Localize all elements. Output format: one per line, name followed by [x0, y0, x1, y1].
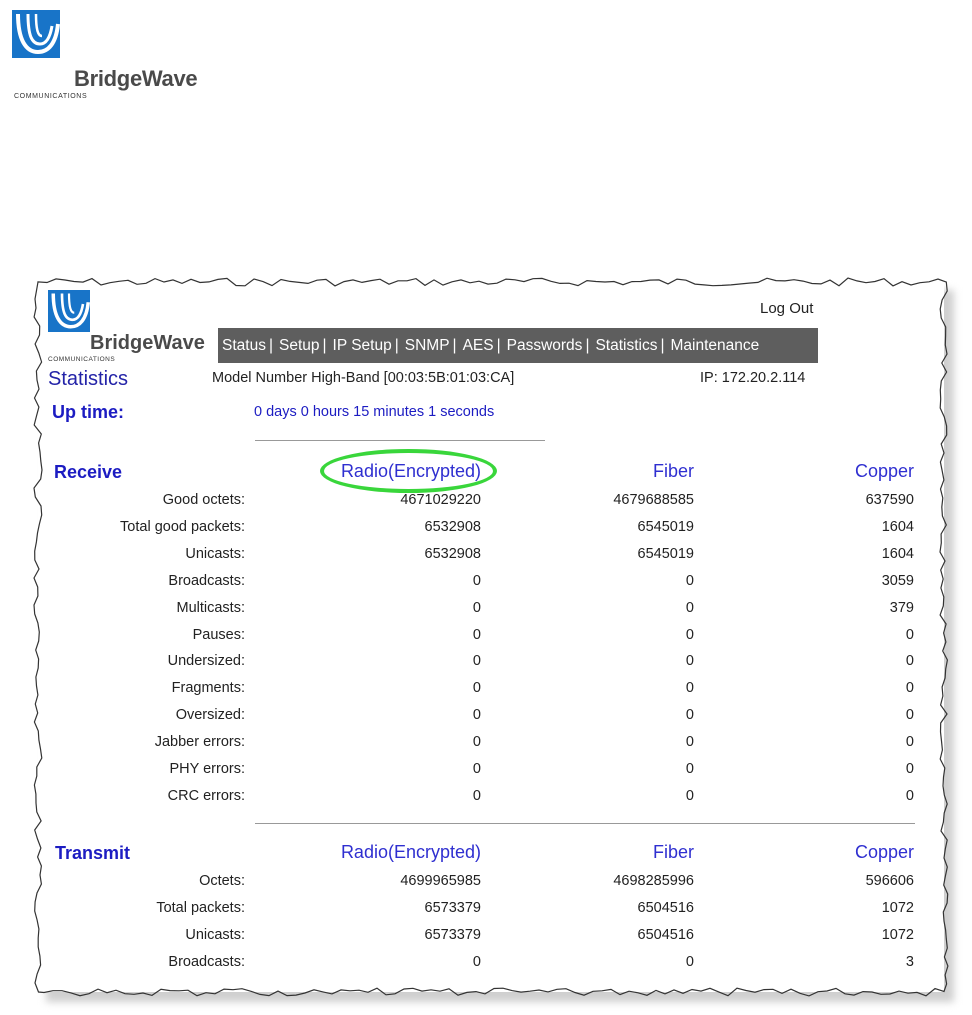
stat-value: 6504516 — [637, 927, 694, 943]
stat-value: 0 — [472, 600, 481, 616]
nav-item-status[interactable]: Status — [222, 336, 266, 354]
stat-label: Fragments: — [171, 680, 245, 696]
bridgewave-logo-icon — [12, 10, 60, 58]
stat-value: 0 — [685, 680, 694, 696]
stat-label: Unicasts: — [185, 546, 245, 562]
stat-value: 0 — [472, 761, 481, 777]
nav-separator: | — [322, 336, 327, 354]
stat-value: 3059 — [881, 573, 914, 589]
nav-separator: | — [496, 336, 501, 354]
transmit-col-fiber: Fiber — [652, 842, 694, 862]
receive-col-copper: Copper — [854, 461, 914, 481]
stat-value: 6532908 — [424, 546, 481, 562]
stat-label: Broadcasts: — [168, 573, 245, 589]
stat-value: 0 — [685, 734, 694, 750]
uptime-label: Up time: — [52, 402, 124, 422]
transmit-col-radio: Radio(Encrypted) — [340, 842, 481, 862]
brand-tagline: COMMUNICATIONS — [14, 93, 88, 100]
stat-value: 1072 — [881, 927, 914, 943]
stat-value: 0 — [905, 761, 914, 777]
stat-value: 0 — [905, 734, 914, 750]
nav-item-ip-setup[interactable]: IP Setup — [332, 336, 392, 354]
stat-label: Broadcasts: — [168, 954, 245, 970]
stat-value: 0 — [685, 653, 694, 669]
stat-value: 0 — [905, 627, 914, 643]
stat-label: Total good packets: — [120, 519, 245, 535]
transmit-col-copper: Copper — [854, 842, 914, 862]
inner-brand-tagline: COMMUNICATIONS — [48, 356, 116, 363]
stat-value: 596606 — [865, 873, 914, 889]
receive-heading: Receive — [54, 462, 123, 482]
stat-value: 0 — [472, 954, 481, 970]
stat-value: 4699965985 — [400, 873, 481, 889]
stat-label: Undersized: — [167, 653, 245, 669]
nav-separator: | — [452, 336, 457, 354]
stat-value: 1604 — [881, 519, 914, 535]
stat-value: 0 — [472, 653, 481, 669]
nav-item-statistics[interactable]: Statistics — [595, 336, 658, 354]
stat-label: Total packets: — [156, 900, 245, 916]
stat-label: PHY errors: — [169, 761, 245, 777]
brand-name: BridgeWave — [74, 66, 198, 91]
stat-value: 0 — [472, 680, 481, 696]
stat-value: 0 — [905, 653, 914, 669]
stat-value: 0 — [685, 627, 694, 643]
stat-value: 0 — [685, 707, 694, 723]
model-number: Model Number High-Band [00:03:5B:01:03:CA] — [212, 370, 515, 386]
divider — [255, 440, 545, 441]
stat-value: 0 — [685, 954, 694, 970]
stat-label: Jabber errors: — [154, 734, 245, 750]
receive-col-radio: Radio(Encrypted) — [340, 461, 481, 481]
stat-label: Octets: — [199, 873, 245, 889]
stat-label: Pauses: — [192, 627, 245, 643]
stat-value: 4679688585 — [613, 492, 694, 508]
stat-label: Unicasts: — [185, 927, 245, 943]
stat-value: 0 — [905, 788, 914, 804]
stat-value: 379 — [889, 600, 914, 616]
stat-value: 0 — [685, 788, 694, 804]
stat-value: 0 — [685, 761, 694, 777]
bridgewave-logo-icon — [48, 290, 90, 332]
nav-separator: | — [268, 336, 273, 354]
nav-item-snmp[interactable]: SNMP — [404, 336, 450, 354]
inner-brand-logo — [48, 290, 218, 364]
nav-item-aes[interactable]: AES — [462, 336, 494, 354]
stat-value: 3 — [905, 954, 914, 970]
stat-value: 0 — [905, 707, 914, 723]
divider — [255, 823, 915, 824]
stat-value: 0 — [905, 680, 914, 696]
logout-link[interactable]: Log Out — [760, 300, 814, 317]
stat-value: 0 — [685, 573, 694, 589]
stat-value: 6504516 — [637, 900, 694, 916]
transmit-heading: Transmit — [55, 843, 131, 863]
stat-value: 637590 — [865, 492, 914, 508]
stat-value: 1604 — [881, 546, 914, 562]
stat-value: 6573379 — [424, 927, 481, 943]
stat-value: 6532908 — [424, 519, 481, 535]
nav-separator: | — [585, 336, 590, 354]
brand-logo — [12, 10, 212, 100]
uptime-value: 0 days 0 hours 15 minutes 1 seconds — [254, 404, 495, 420]
page-title: Statistics — [48, 368, 129, 390]
stat-value: 0 — [472, 707, 481, 723]
stat-value: 4671029220 — [400, 492, 481, 508]
stat-value: 0 — [472, 788, 481, 804]
stat-value: 1072 — [881, 900, 914, 916]
stat-value: 6545019 — [637, 519, 694, 535]
stat-value: 0 — [685, 600, 694, 616]
receive-col-fiber: Fiber — [652, 461, 694, 481]
stat-value: 0 — [472, 627, 481, 643]
stat-value: 6573379 — [424, 900, 481, 916]
nav-separator: | — [394, 336, 399, 354]
ip-address: IP: 172.20.2.114 — [700, 370, 806, 386]
nav-item-setup[interactable]: Setup — [278, 336, 320, 354]
stat-label: CRC errors: — [167, 788, 245, 804]
nav-item-passwords[interactable]: Passwords — [506, 336, 583, 354]
stat-value: 6545019 — [637, 546, 694, 562]
stat-value: 0 — [472, 573, 481, 589]
highlight-ellipse — [320, 449, 497, 493]
inner-brand-name: BridgeWave — [90, 332, 205, 354]
main-nav — [218, 328, 818, 363]
stat-value: 4698285996 — [613, 873, 694, 889]
stat-label: Good octets: — [162, 492, 245, 508]
stat-label: Multicasts: — [176, 600, 245, 616]
nav-separator: | — [660, 336, 665, 354]
stat-value: 0 — [472, 734, 481, 750]
stat-label: Oversized: — [175, 707, 245, 723]
nav-item-maintenance[interactable]: Maintenance — [670, 336, 760, 354]
